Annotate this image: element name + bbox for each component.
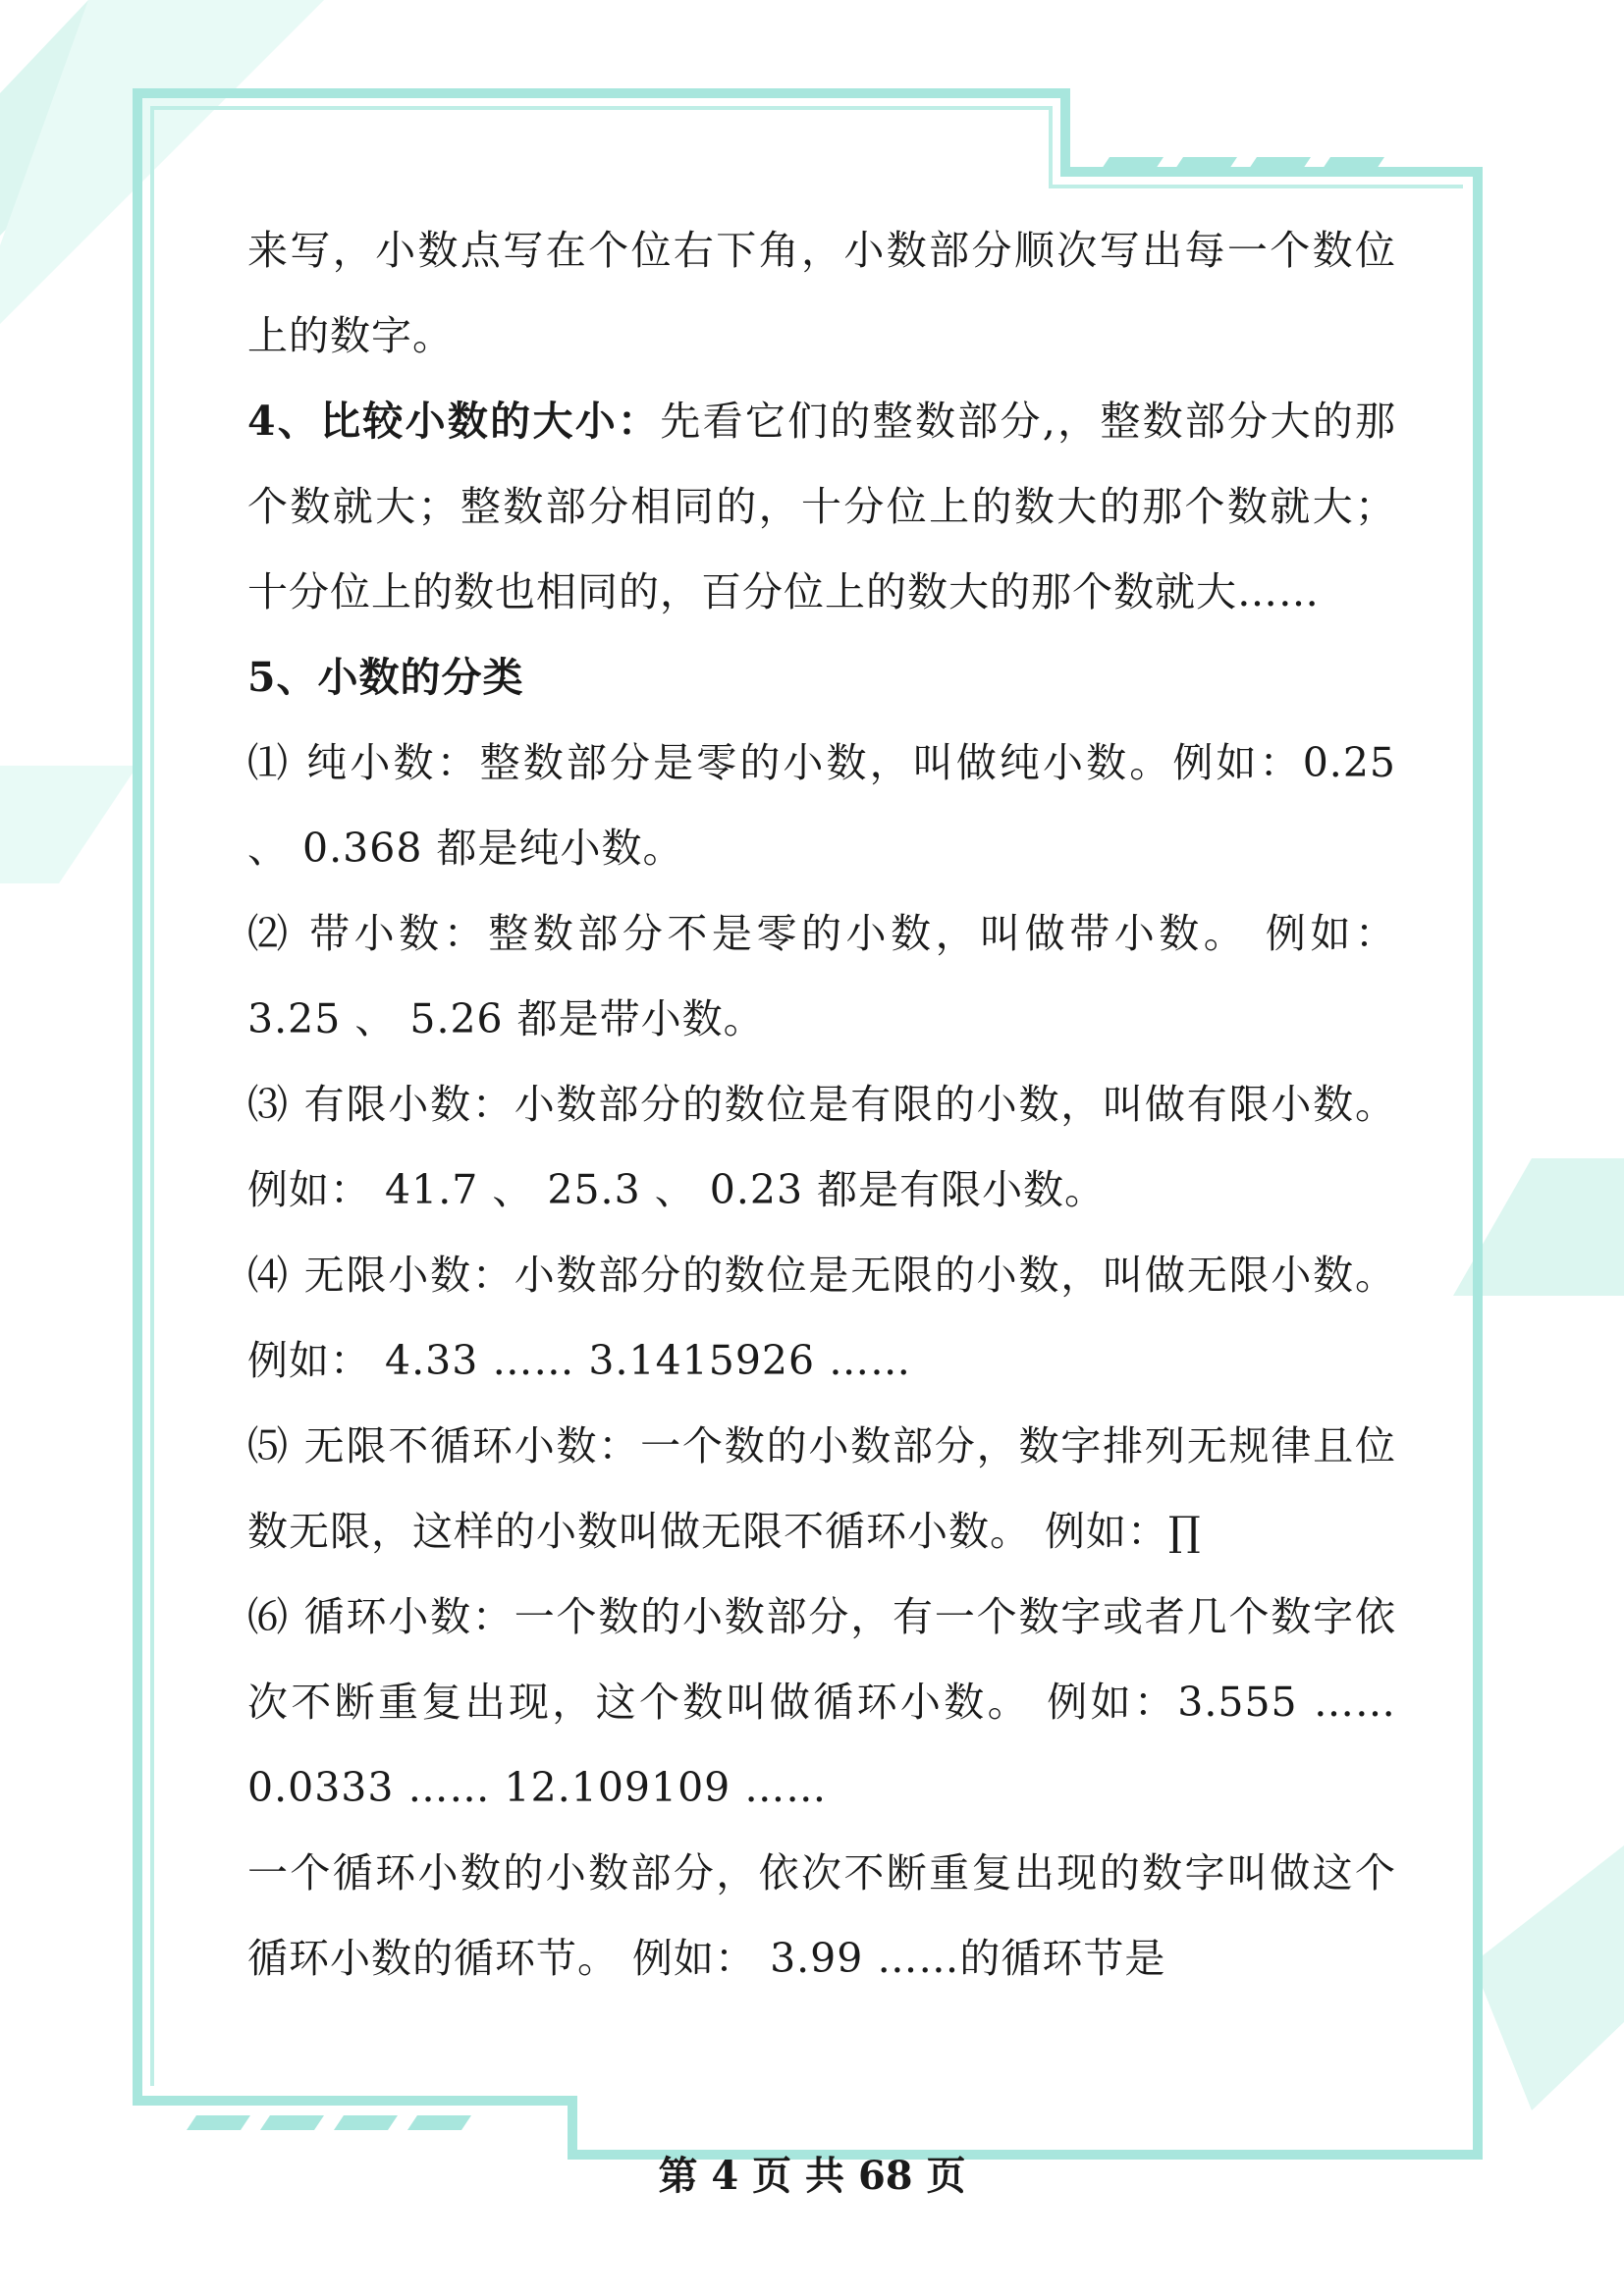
list-item: ⑷ 无限小数：小数部分的数位是无限的小数，叫做无限小数。 例如： 4.33 …… 3.1415926 …… <box>247 1252 1396 1384</box>
document-body <box>247 208 1396 2002</box>
paragraph: 4、比较小数的大小：先看它们的整数部分,，整数部分大的那个数就大；整数部分相同的，十分位上的数大的那个数就大；十分位上的数也相同的，百分位上的数大的那个数就大…… <box>247 398 1397 615</box>
list-item: ⑹ 循环小数：一个数的小数部分，有一个数字或者几个数字依次不断重复出现，这个数叫做循环小数。 例如：3.555 …… 0.0333 …… 12.109109 …… <box>247 1593 1396 1811</box>
list-item: ⑸ 无限不循环小数：一个数的小数部分，数字排列无规律且位数无限，这样的小数叫做无限不循环小数。 例如：∏ <box>247 1422 1396 1555</box>
page-number: 第 4 页 共 68 页 <box>658 2153 966 2199</box>
list-item: ⑵ 带小数：整数部分不是零的小数，叫做带小数。 例如：3.25 、 5.26 都是带小数。 <box>247 910 1396 1042</box>
list-item: ⑶ 有限小数：小数部分的数位是有限的小数，叫做有限小数。 例如： 41.7 、 25.3 、 0.23 都是有限小数。 <box>247 1081 1396 1213</box>
section-heading: 5、小数的分类 <box>247 654 524 701</box>
list-item: ⑴ 纯小数：整数部分是零的小数，叫做纯小数。例如：0.25 、 0.368 都是纯小数。 <box>247 739 1396 872</box>
paragraph: 一个循环小数的小数部分，依次不断重复出现的数字叫做这个循环小数的循环节。 例如： 3.99 ……的循环节是 <box>247 1849 1396 1982</box>
paragraph: 来写，小数点写在个位右下角，小数部分顺次写出每一个数位上的数字。 <box>247 227 1396 359</box>
